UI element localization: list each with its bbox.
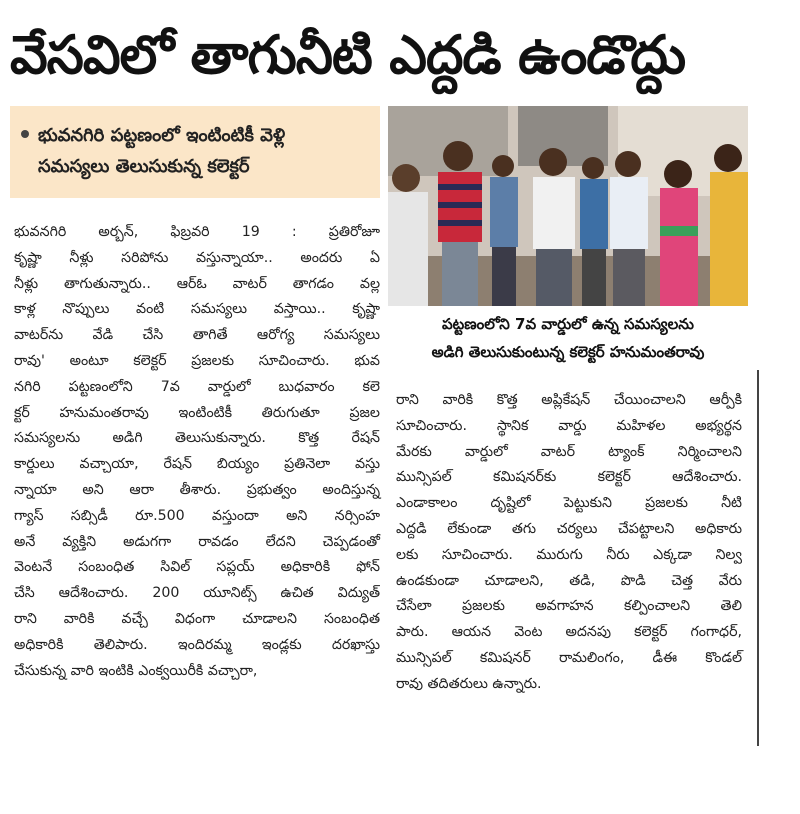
text-line: చేసి ఆదేశించారు. 200 యూనిట్స్ ఉచిత విద్యుత్ <box>14 585 380 602</box>
photo-caption <box>388 310 748 374</box>
text-line: రావు తదితరులు ఉన్నారు. <box>396 675 542 692</box>
text-line: న్నాయా అని ఆరా తీశారు. ప్రభుత్వం అందిస్తున్న <box>14 481 380 498</box>
article-column-right <box>396 388 742 738</box>
text-line: రావు' అంటూ కలెక్టర్ ప్రజలకు సూచించారు. భువ <box>14 352 380 369</box>
text-line: కాళ్ల నొప్పులు వంటి సమస్యలు వస్తాయి.. కృష్ణా <box>14 301 380 318</box>
text-line: మున్సిపల్ కమిషనర్ రామలింగం, డీఈ కొండల్ <box>396 649 742 666</box>
text-line: మున్సిపల్ కమిషనర్‌కు కలెక్టర్ ఆదేశించారు. <box>396 469 742 486</box>
text-line: సమస్యలను అడిగి తెలుసుకున్నారు. కొత్త రేషన్ <box>14 430 380 447</box>
headline: వేసవిలో తాగునీటి ఎద్దడి ఉండొద్దు <box>10 25 686 86</box>
text-line: మేరకు వార్డులో వాటర్ ట్యాంక్ నిర్మించాలని <box>396 443 742 460</box>
text-line: సూచించారు. స్థానిక వార్డు మహిళల అభ్యర్థన <box>396 417 742 434</box>
text-line: చేసేలా ప్రజలకు అవగాహన కల్పించాలని తెలి <box>396 598 742 615</box>
text-line: కార్డులు వచ్చాయా, రేషన్ బియ్యం ప్రతినెలా వస్తు <box>14 456 380 473</box>
text-line: పారు. ఆయన వెంట అదనపు కలెక్టర్ గంగాధర్, <box>396 624 742 641</box>
text-line: నగిరి పట్టణంలోని 7వ వార్డులో బుధవారం కలె <box>14 378 380 395</box>
text-line: నీళ్లు తాగుతున్నారు.. ఆర్ఓ వాటర్ తాగడం వల్ల <box>14 275 380 292</box>
text-line: ఎండాకాలం దృష్టిలో పెట్టుకుని ప్రజలకు నీటి <box>396 495 742 512</box>
text-line: ఎద్దడి లేకుండా తగు చర్యలు చేపట్టాలని అధికారు <box>396 520 742 537</box>
column-divider <box>757 370 759 746</box>
text-line: గ్యాస్ సబ్సిడీ రూ.500 వస్తుందా అని నర్సింహ <box>14 507 380 524</box>
kicker-box <box>10 106 380 198</box>
text-line: రాని వారికి కొత్త అప్లికేషన్ చేయించాలని ఆర్పీకి <box>396 392 742 408</box>
text-line: రాని వారికి వచ్చే విధంగా చూడాలని సంబంధిత <box>14 610 380 627</box>
text-line: చేసుకున్న వారి ఇంటికి ఎంక్వయిరీకి వచ్చారా, <box>14 662 258 679</box>
news-photo <box>388 106 748 306</box>
caption-line-2: అడిగి తెలుసుకుంటున్న కలెక్టర్ హనుమంతరావు <box>431 343 705 361</box>
bullet-icon <box>21 130 29 138</box>
text-line: క్టర్ హనుమంతరావు ఇంటింటికీ తిరుగుతూ ప్రజల <box>14 404 380 421</box>
text-line: భువనగిరి అర్బన్, ఫిబ్రవరి 19 : ప్రతిరోజూ <box>14 224 380 240</box>
text-line: అనే వ్యక్తిని అడుగగా రావడం లేదని చెప్పడంతో <box>14 533 380 550</box>
photo-people-icon <box>388 106 748 306</box>
text-line: కృష్ణా నీళ్లు సరిపోను వస్తున్నాయా.. అందరు ఏ <box>14 249 380 266</box>
kicker-line-2: సమస్యలు తెలుసుకున్న కలెక్టర్ <box>38 156 250 177</box>
kicker-line-1: భువనగిరి పట్టణంలో ఇంటింటికీ వెళ్లి <box>38 125 286 146</box>
text-line: ఉండకుండా చూడాలని, తడి, పొడి చెత్త వేరు <box>396 572 742 589</box>
text-line: వాటర్‌ను వేడి చేసి తాగితే ఆరోగ్య సమస్యలు <box>14 327 380 344</box>
text-line: అధికారికి తెలిపారు. ఇందిరమ్మ ఇండ్లకు దరఖాస్తు <box>14 636 380 653</box>
text-line: వెంటనే సంబంధిత సివిల్ సప్లయ్ అధికారికి ఫోన్ <box>14 559 380 576</box>
article-column-left <box>14 220 380 740</box>
caption-line-1: పట్టణంలోని 7వ వార్డులో ఉన్న సమస్యలను <box>441 315 694 333</box>
text-line: లకు సూచించారు. మురుగు నీరు ఎక్కడా నిల్వ <box>396 546 742 563</box>
